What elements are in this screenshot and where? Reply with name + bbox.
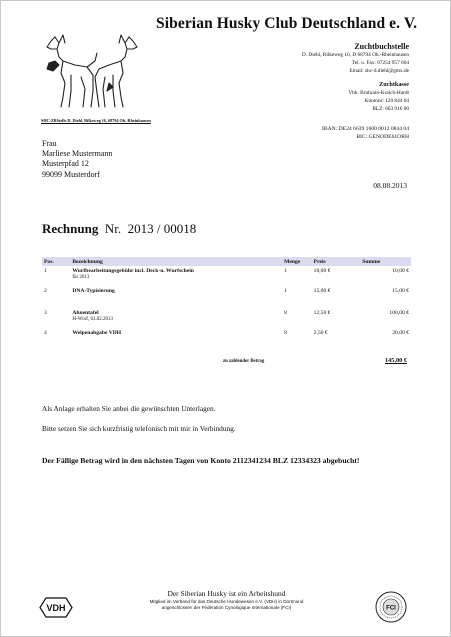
husky-logo-image: [41, 31, 143, 113]
row-pos: 3: [44, 310, 47, 316]
row-price: 15,00 €: [313, 288, 331, 294]
row-sum: 10,00 €: [392, 268, 409, 274]
invoice-date: 08.08.2013: [373, 181, 407, 190]
recipient-salutation: Frau: [42, 139, 57, 148]
row-desc-text: Ahnentafel: [72, 310, 99, 316]
recipient-name: Marliese Mustermann: [42, 149, 113, 159]
footer-line-fci: angeschlossen der Fédération Cynologique Internationale (FCI): [161, 605, 292, 610]
breeding-fund-line: BLZ: 663 916 00: [372, 105, 409, 112]
invoice-label: Rechnung: [42, 221, 99, 236]
table-row: [42, 308, 411, 328]
contact-request: Bitte setzen Sie sich kurzfristig telefonisch mit mir in Verbindung.: [42, 424, 236, 433]
row-quantity: 8: [284, 330, 287, 336]
fci-logo: [375, 591, 407, 623]
bic: BIC: GENODE61ORH: [356, 133, 409, 140]
fci-logo-text: FCI: [386, 605, 396, 612]
club-name: Siberian Husky Club Deutschland e. V.: [156, 15, 418, 32]
invoice-heading: [42, 221, 196, 237]
row-pos: 2: [44, 288, 47, 294]
invoice-number: 2013 / 00018: [127, 221, 197, 236]
breeding-fund-line: Vbk. Bruhrain-Kraich-Hardt: [348, 90, 409, 96]
breeding-office-details: [302, 52, 409, 75]
table-header-row: [42, 257, 411, 266]
bank-details: [322, 126, 409, 141]
sender-return-address: SHC-ZBStelle D. Diehl, Rilkeweg 16, 68794 Oh.-Rheinhausen: [41, 118, 151, 123]
invoice-items-table: [42, 257, 411, 342]
row-desc-text: Wurfbearbeitungsgebühr incl. Deck-u. Wurfschein: [72, 268, 194, 274]
row-price: 12,50 €: [313, 310, 331, 316]
row-pos: 4: [44, 330, 47, 336]
row-sum: 100,00 €: [389, 310, 409, 316]
vdh-logo-text: VDH: [46, 603, 66, 613]
table-row: [42, 286, 411, 308]
recipient-city: 99099 Musterdorf: [42, 169, 100, 179]
footer-line-vdh: Mitglied im Verband für das Deutsche Hundewesen e.V. (VDH) in Dortmund: [149, 599, 304, 604]
header-pos: Pos.: [42, 257, 70, 266]
row-price: 10,00 €: [313, 268, 331, 274]
row-quantity: 8: [284, 310, 287, 316]
row-desc-text: DNA-Typisierung: [72, 288, 115, 294]
breeding-fund-details: [348, 90, 409, 113]
breeding-office-line: D. Diehl, Rilkeweg 16, D 68794 Oh.-Rheinhausen: [301, 52, 409, 58]
row-quantity: 1: [284, 268, 287, 274]
debit-notice: Der Fällige Betrag wird in den nächsten Tagen von Konto 2112341234 BLZ 12334323 abgebucht!: [42, 456, 360, 465]
row-price: 2,50 €: [313, 330, 328, 336]
row-description: [70, 308, 282, 328]
breeding-office-email: Email: shc-d.diehl@gmx.de: [349, 67, 409, 74]
header-quantity: Menge: [282, 257, 312, 266]
total-amount: 145,00 €: [384, 357, 407, 364]
enclosure-note: Als Anlage erhalten Sie anbei die gewünschten Unterlagen.: [42, 404, 216, 413]
row-description: [70, 286, 282, 308]
header-description: Bezeichnung: [70, 257, 282, 266]
breeding-fund-line: Kontonr: 120 844 04: [364, 97, 409, 104]
iban: IBAN: DE24 6639 1600 0012 0844 04: [321, 126, 409, 132]
row-quantity: 1: [284, 288, 287, 294]
breeding-office-line: Tel. u. Fax: 07254 957 604: [351, 59, 409, 66]
total-label: zu zahlender Betrag: [223, 359, 265, 364]
breeding-fund-title: Zuchtkasse: [379, 81, 409, 88]
row-sum: 15,00 €: [392, 288, 409, 294]
recipient-street: Musterpfad 12: [42, 159, 89, 169]
header-sum: Summe: [360, 257, 411, 266]
invoice-nr-label: Nr.: [104, 221, 122, 236]
row-desc-text: Welpenabgabe VDH: [72, 330, 122, 336]
row-description: [70, 266, 282, 286]
recipient-address: [42, 139, 112, 180]
breeding-office-title: Zuchtbuchstelle: [354, 42, 409, 51]
row-desc-sub: H-Wurf, 03.02.2013: [72, 317, 113, 322]
row-desc-sub: für 2013: [72, 275, 90, 280]
header-price: Preis: [312, 257, 361, 266]
table-row: [42, 328, 411, 342]
row-description: [70, 328, 282, 342]
row-pos: 1: [44, 268, 47, 274]
footer-title: Der Siberian Husky ist ein Arbeitshund: [167, 589, 286, 598]
table-row: [42, 266, 411, 286]
row-sum: 20,00 €: [392, 330, 409, 336]
